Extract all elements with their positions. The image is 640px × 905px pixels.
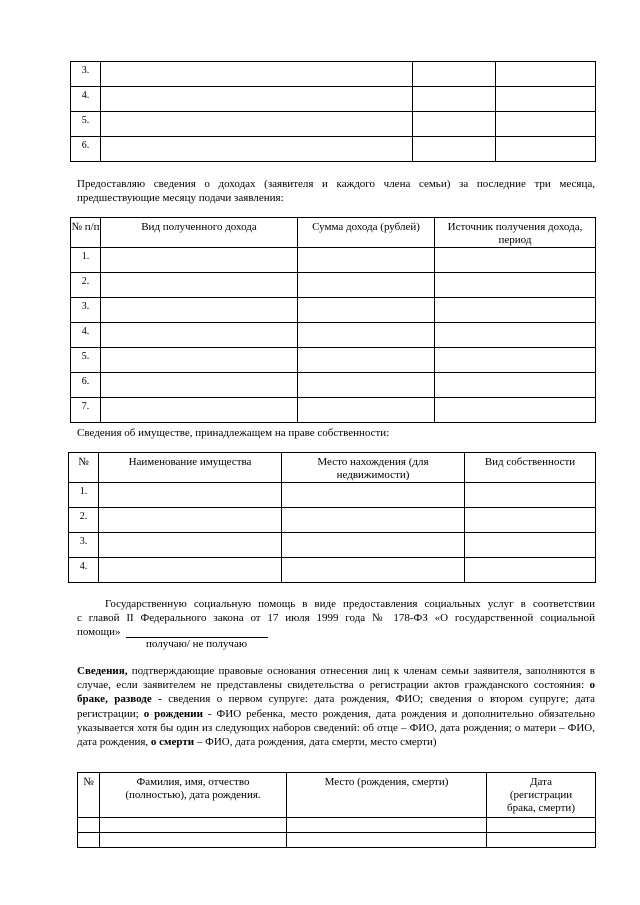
table-cell [496,87,596,112]
table-cell [435,348,596,373]
table-cell [298,398,435,423]
column-header-number: № п/п [71,218,101,248]
table-cell [99,533,282,558]
column-header-property-name: Наименование имущества [99,453,282,483]
table-cell [298,373,435,398]
row-number: 3. [71,62,101,87]
table-row [71,273,596,298]
table-cell [465,533,596,558]
info-bold-death: о смерти [150,736,195,749]
table-cell [101,273,298,298]
table-cell [100,818,287,833]
info-bold-marriage: о браке, разводе - [77,679,595,706]
table-cell [282,508,465,533]
row-number: 4. [71,87,101,112]
table-top [70,61,596,162]
row-number: 7. [71,398,101,423]
row-number: 4. [71,323,101,348]
table-row [71,62,596,87]
table-cell [465,558,596,583]
table-cell [101,298,298,323]
table-cell [413,87,496,112]
income-intro-line2: предшествующие месяцу подачи заявления: [77,192,284,204]
row-number: 5. [71,348,101,373]
property-table [68,452,596,583]
table-row [78,818,596,833]
table-cell [413,62,496,87]
table-cell [298,248,435,273]
table-cell [282,558,465,583]
table-cell [465,508,596,533]
row-number: 3. [69,533,99,558]
table-cell [282,483,465,508]
row-number: 3. [71,298,101,323]
column-header-ownership-type: Вид собственности [465,453,596,483]
social-line2: с главой II Федерального закона от 17 июля 1999 года № 178-ФЗ «О государственной социальной [77,612,595,624]
table-cell [435,248,596,273]
row-number: 2. [71,273,101,298]
table-cell [100,833,287,848]
table-row [71,348,596,373]
table-cell [282,533,465,558]
table-cell [101,373,298,398]
column-header-number: № [78,773,100,818]
row-number: 1. [71,248,101,273]
table-cell [487,833,596,848]
table-row [71,137,596,162]
table-cell [465,483,596,508]
column-header-date: Дата (регистрации брака, смерти) [487,773,596,818]
income-table [70,217,596,423]
table-cell [487,818,596,833]
column-header-place: Место (рождения, смерти) [287,773,487,818]
table-row [69,508,596,533]
table-cell [413,137,496,162]
table-cell [298,348,435,373]
table-cell [496,112,596,137]
table-cell [435,298,596,323]
table-cell [435,373,596,398]
column-header-property-location: Место нахождения (для недвижимости) [282,453,465,483]
table-cell [435,323,596,348]
table-cell [101,62,413,87]
table-row [71,248,596,273]
info-text: подтверждающие правовые основания отнесения лиц к членам семьи заявителя, заполняются в случае, если заявителем не представлены свидетельства о регистрации актов гражданского состояния: [77,665,595,692]
info-text: – ФИО, дата рождения, дата смерти, место смерти) [194,736,437,749]
table-cell [78,818,100,833]
table-cell [413,112,496,137]
column-header-income-type: Вид полученного дохода [101,218,298,248]
table-row [69,483,596,508]
social-line1: Государственную социальную помощь в виде предоставления социальных услуг в соответствии [105,598,595,610]
table-cell [101,248,298,273]
table-cell [99,558,282,583]
table-cell [99,508,282,533]
table-row [71,298,596,323]
info-text: сведения о первом супруге: дата рождения, ФИО; сведения о втором супруге; дата регистрации; [77,693,595,720]
info-text: - ФИО ребенка, место рождения, дата рождения и дополнительно обязательно указывается хотя бы один из следующих наборов сведений: об отце – ФИО, дата рождения; о матери – ФИО, дата рождения, [77,707,596,749]
info-bold-title: Сведения, [77,665,128,677]
table-row [71,373,596,398]
social-line3: помощи» [77,626,121,638]
table-cell [298,273,435,298]
table-row [71,87,596,112]
info-paragraph [77,664,595,749]
social-caption: получаю/ не получаю [146,638,248,650]
table-cell [101,348,298,373]
info-bold-birth: о рождении [143,707,203,720]
row-number: 4. [69,558,99,583]
row-number: 5. [71,112,101,137]
table-cell [435,398,596,423]
table-cell [101,323,298,348]
property-intro: Сведения об имуществе, принадлежащем на праве собственности: [77,427,390,439]
table-row [71,323,596,348]
table-cell [298,323,435,348]
table-cell [496,62,596,87]
table-cell [496,137,596,162]
table-cell [298,298,435,323]
table-row [69,558,596,583]
table-cell [287,833,487,848]
column-header-full-name: Фамилия, имя, отчество (полностью), дата рождения. [100,773,287,818]
table-row [78,833,596,848]
table-row [69,533,596,558]
table-cell [101,112,413,137]
table-cell [99,483,282,508]
income-intro-line1: Предоставляю сведения о доходах (заявителя и каждого члена семьи) за последние три месяца, [77,178,595,190]
column-header-number: № [69,453,99,483]
table-cell [78,833,100,848]
row-number: 1. [69,483,99,508]
row-number: 6. [71,137,101,162]
family-table [77,772,596,848]
table-cell [101,398,298,423]
table-cell [101,137,413,162]
table-row [71,398,596,423]
table-cell [435,273,596,298]
row-number: 2. [69,508,99,533]
column-header-income-source: Источник получения дохода, период [435,218,596,248]
column-header-income-sum: Сумма дохода (рублей) [298,218,435,248]
row-number: 6. [71,373,101,398]
table-row [71,112,596,137]
table-cell [287,818,487,833]
table-cell [101,87,413,112]
